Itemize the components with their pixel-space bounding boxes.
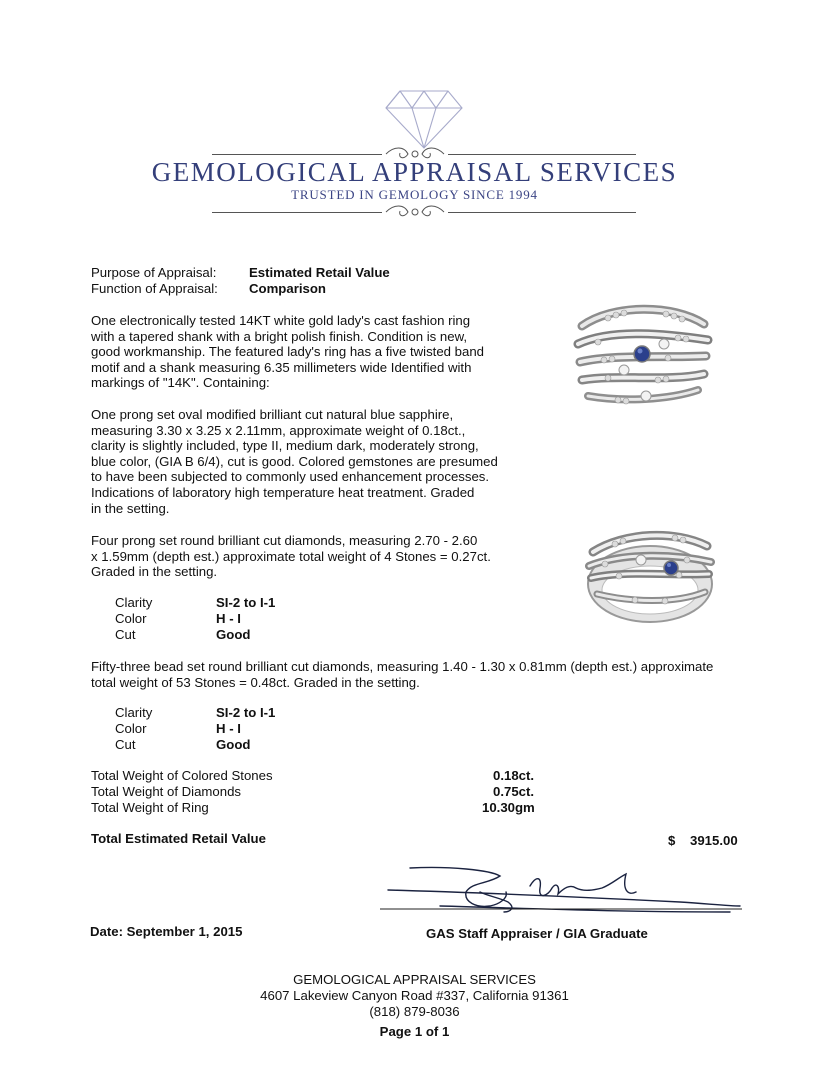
grade-label-clarity: Clarity — [115, 595, 153, 610]
retail-value-label: Total Estimated Retail Value — [91, 831, 266, 846]
ring-description — [91, 313, 484, 391]
grade-value-clarity: SI-2 to I-1 — [216, 705, 276, 720]
grade-label-color: Color — [115, 721, 147, 736]
ring-photo-top — [568, 300, 718, 410]
sapphire-line: clarity is slightly included, type II, medium dark, moderately strong, — [91, 438, 479, 454]
description-line: good workmanship. The featured lady's ring has a five twisted band — [91, 344, 484, 360]
footer-phone: (818) 879-8036 — [369, 1004, 460, 1019]
sapphire-line: in the setting. — [91, 500, 170, 516]
description-line: motif and a shank measuring 6.35 millimeters wide Identified with — [91, 359, 472, 375]
total-ring-weight-value: 10.30gm — [482, 800, 535, 815]
ring-photo-angle — [575, 512, 725, 627]
grade-label-cut: Cut — [115, 737, 136, 752]
purpose-value: Estimated Retail Value — [249, 265, 390, 280]
ornament-bottom-icon — [384, 202, 446, 222]
page-number: Page 1 of 1 — [379, 1024, 450, 1039]
footer-company: GEMOLOGICAL APPRAISAL SERVICES — [293, 972, 536, 987]
total-colored-stones-label: Total Weight of Colored Stones — [91, 768, 273, 783]
header-top-rule-left — [212, 154, 382, 155]
total-diamonds-label: Total Weight of Diamonds — [91, 784, 242, 799]
grade-label-clarity: Clarity — [115, 705, 153, 720]
function-value: Comparison — [249, 281, 326, 296]
sapphire-line: blue color, (GIA B 6/4), cut is good. Colored gemstones are presumed — [91, 453, 498, 469]
total-diamonds-value: 0.75ct. — [493, 784, 535, 799]
fiftythree-diamonds-line: Fifty-three bead set round brilliant cut diamonds, measuring 1.40 - 1.30 x 0.81mm (depth est.) approximate — [91, 659, 714, 674]
grade-value-cut: Good — [216, 627, 251, 642]
header-bottom-rule-right — [448, 212, 636, 213]
grade-value-cut: Good — [216, 737, 251, 752]
retail-amount: 3915.00 — [690, 833, 738, 848]
footer-address: 4607 Lakeview Canyon Road #337, California 91361 — [260, 988, 569, 1003]
company-name: GEMOLOGICAL APPRAISAL SERVICES — [151, 157, 678, 187]
sapphire-line: measuring 3.30 x 3.25 x 2.11mm, approximate weight of 0.18ct., — [91, 422, 466, 438]
description-line: with a tapered shank with a bright polish finish. Condition is new, — [91, 328, 468, 344]
grade-value-color: H - I — [216, 611, 241, 626]
sapphire-line: to have been subjected to commonly used enhancement processes. — [91, 469, 490, 485]
fiftythree-diamonds-description — [91, 659, 713, 690]
retail-currency: $ — [668, 833, 676, 848]
four-diamonds-line: Graded in the setting. — [91, 564, 218, 580]
appraiser-signature — [380, 862, 742, 924]
total-ring-weight-label: Total Weight of Ring — [91, 800, 209, 815]
signer-title: GAS Staff Appraiser / GIA Graduate — [426, 926, 648, 941]
four-diamonds-line: Four prong set round brilliant cut diamonds, measuring 2.70 - 2.60 — [91, 533, 478, 548]
description-line: markings of "14K". Containing: — [91, 375, 270, 391]
report-date: Date: September 1, 2015 — [90, 924, 243, 939]
function-label: Function of Appraisal: — [91, 281, 218, 296]
total-colored-stones-value: 0.18ct. — [493, 768, 535, 783]
four-diamonds-description — [91, 533, 491, 580]
grade-value-color: H - I — [216, 721, 241, 736]
purpose-label: Purpose of Appraisal: — [91, 265, 217, 280]
sapphire-line: Indications of laboratory high temperature heat treatment. Graded — [91, 484, 475, 500]
sapphire-description — [91, 407, 498, 516]
grade-value-clarity: SI-2 to I-1 — [216, 595, 276, 610]
header-bottom-rule-left — [212, 212, 382, 213]
description-line: One electronically tested 14KT white gold lady's cast fashion ring — [91, 313, 471, 328]
diamond-logo-icon — [384, 88, 464, 150]
grade-label-color: Color — [115, 611, 147, 626]
fiftythree-diamonds-line: total weight of 53 Stones = 0.48ct. Graded in the setting. — [91, 674, 420, 690]
four-diamonds-line: x 1.59mm (depth est.) approximate total weight of 4 Stones = 0.27ct. — [91, 548, 491, 564]
grade-label-cut: Cut — [115, 627, 136, 642]
sapphire-line: One prong set oval modified brilliant cut natural blue sapphire, — [91, 407, 454, 422]
company-tagline: TRUSTED IN GEMOLOGY SINCE 1994 — [291, 187, 538, 202]
header-top-rule-right — [448, 154, 636, 155]
